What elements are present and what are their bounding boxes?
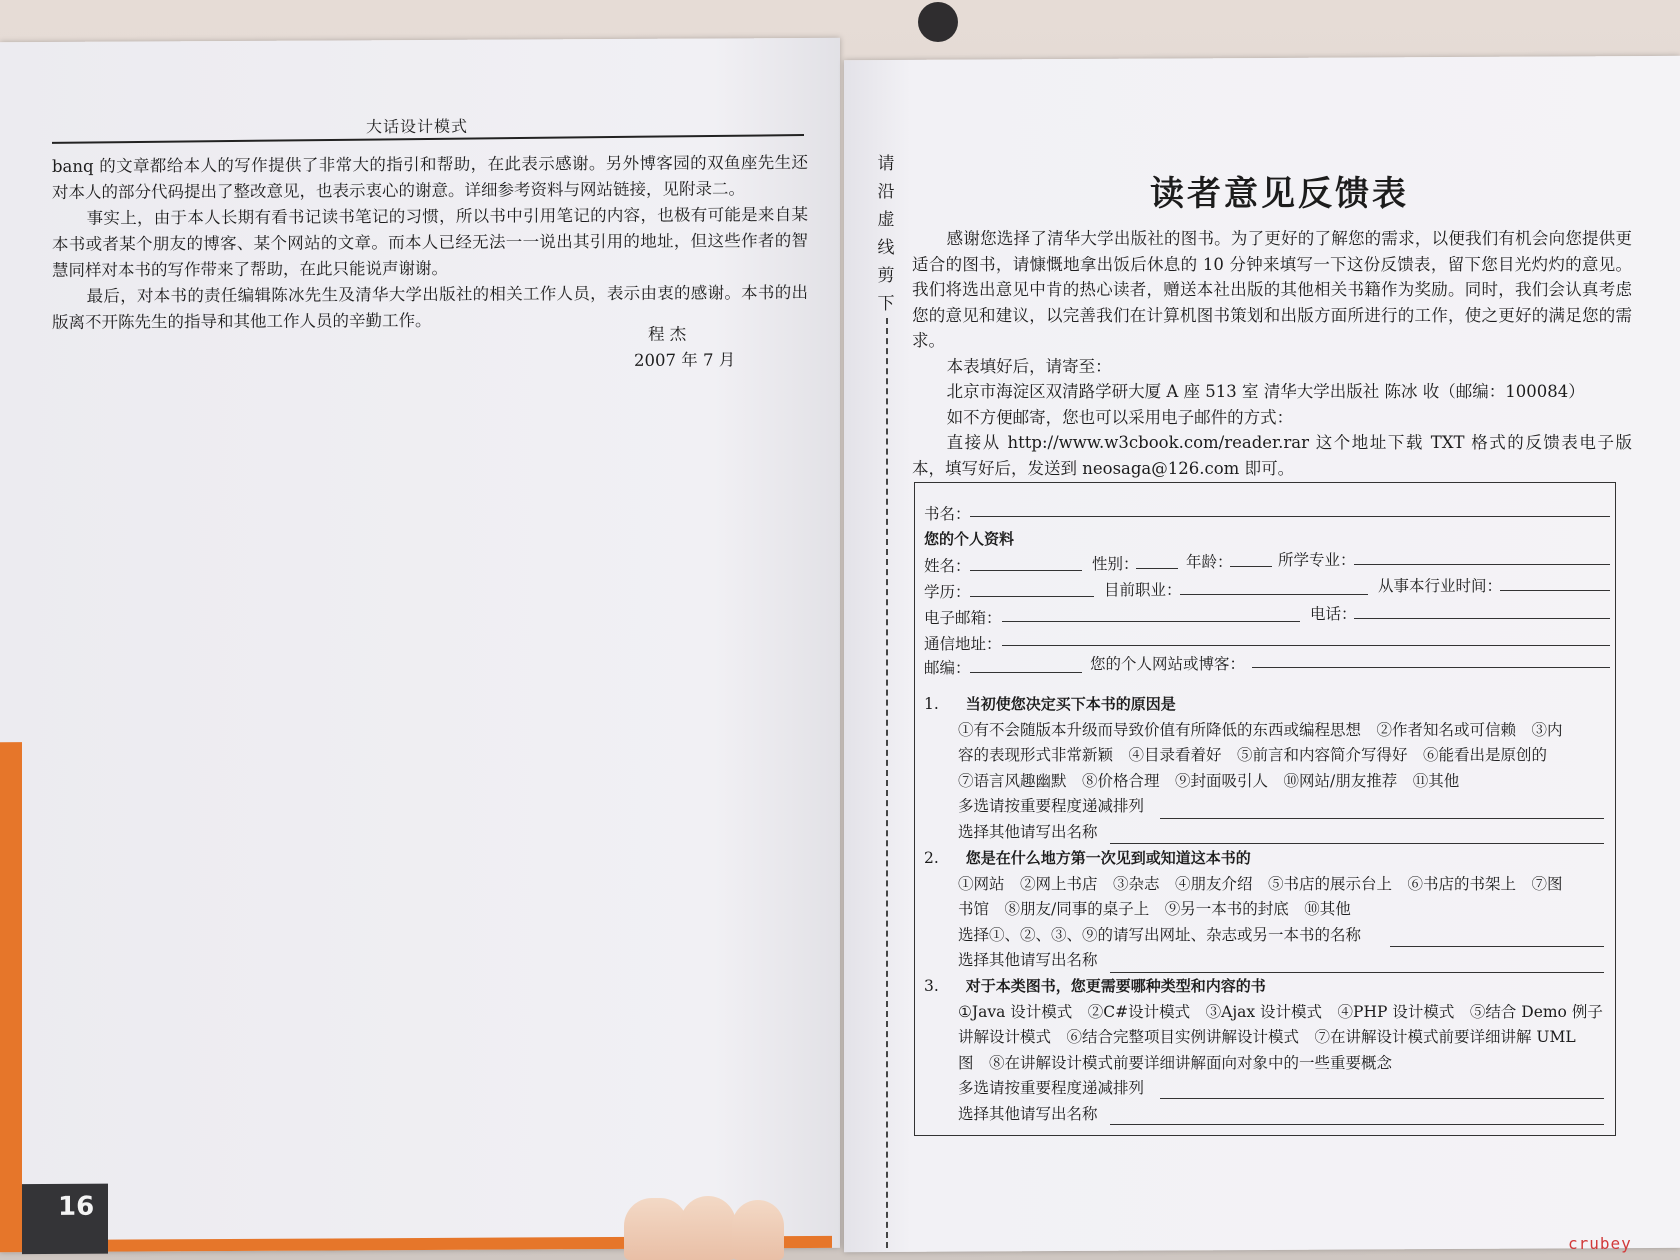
question-1 — [924, 692, 1614, 845]
cut-char: 下 — [877, 294, 895, 314]
options-line: ①Java 设计模式 ②C#设计模式 ③Ajax 设计模式 ④PHP 设计模式 ⑤结合 Demo 例子 — [958, 1002, 1603, 1021]
question-number: 2. — [924, 849, 939, 867]
form-title: 读者意见反馈表 — [1150, 174, 1409, 214]
other-label: 选择其他请写出名称 — [958, 951, 1098, 969]
watermark: crubey — [1568, 1234, 1632, 1253]
question-title: 当初使您决定买下本书的原因是 — [965, 695, 1176, 713]
website-field[interactable] — [1252, 667, 1610, 668]
question-number: 3. — [924, 977, 939, 995]
industry-time-label: 从事本行业时间： — [1378, 577, 1503, 595]
cut-char: 沿 — [877, 182, 895, 202]
paragraph: banq 的文章都给本人的写作提供了非常大的指引和帮助，在此表示感谢。另外博客园的双鱼座先生还对本人的部分代码提出了整改意见，也表示衷心的谢意。详细参考资料与网站链接，见附录二。 — [52, 152, 808, 202]
intro-paragraph: 感谢您选择了清华大学出版社的图书。为了更好的了解您的需求，以便我们有机会向您提供更适合的图书，请慷慨地拿出饭后休息的 10 分钟来填写一下这份反馈表，留下您目光灼灼的意见。我们将选出意见中肯的热心读者，赠送本社出版的其他相关书籍作为奖励。同时，我们会认真考虑您的意见和建议，以完善我们在计算机图书策划和出版方面所进行的工作，使之更好的满足您的需求。 — [912, 229, 1632, 350]
q2-other-field[interactable] — [1110, 972, 1604, 973]
other-label: 选择其他请写出名称 — [958, 822, 1098, 841]
address-label: 通信地址： — [924, 635, 1002, 653]
email-instruction: 如不方便邮寄，您也可以采用电子邮件的方式： — [946, 407, 1294, 427]
phone-label: 电话： — [1310, 605, 1357, 623]
name-label: 姓名： — [924, 557, 971, 575]
finger — [680, 1196, 736, 1260]
cut-dashed-line — [886, 318, 888, 1248]
finger — [732, 1200, 784, 1260]
question-2 — [924, 846, 1614, 974]
website-label: 您的个人网站或博客： — [1090, 655, 1246, 673]
education-label: 学历： — [924, 583, 971, 601]
zip-field[interactable] — [970, 672, 1082, 673]
paragraph: 事实上，由于本人长期有看书记读书笔记的习惯，所以书中引用笔记的内容，也极有可能是来自某本书或者某个朋友的博客、某个网站的文章。而本人已经无法一一说出其引用的地址，但这些作者的智慧同样对本书的写作带来了帮助，在此只能说声谢谢。 — [52, 204, 808, 280]
address-field[interactable] — [1002, 645, 1610, 646]
book-name-label: 书名： — [924, 505, 971, 523]
age-field[interactable] — [1230, 566, 1272, 567]
q3-multi-field[interactable] — [1160, 1098, 1604, 1099]
acknowledgement-text — [52, 150, 808, 336]
question-3 — [924, 974, 1614, 1127]
question-title: 对于本类图书，您更需要哪种类型和内容的书 — [965, 977, 1266, 995]
other-label: 选择其他请写出名称 — [958, 1104, 1098, 1123]
email-details: 直接从 http://www.w3cbook.com/reader.rar 这个地址下载 TXT 格式的反馈表电子版本，填写好后，发送到 neosaga@126.com 即可。 — [912, 433, 1632, 478]
cut-char: 虚 — [877, 210, 895, 230]
gender-field[interactable] — [1136, 568, 1178, 569]
q2-select-field[interactable] — [1390, 946, 1604, 947]
paragraph: 最后，对本书的责任编辑陈冰先生及清华大学出版社的相关工作人员，表示由衷的感谢。本书的出版离不开陈先生的指导和其他工作人员的辛勤工作。 — [52, 282, 808, 332]
multi-select-label: 多选请按重要程度递减排列 — [958, 1079, 1145, 1097]
phone-field[interactable] — [1354, 618, 1610, 619]
options-line: ①有不会随版本升级而导致价值有所降低的东西或编程思想 ②作者知名或可信赖 ③内 — [958, 720, 1563, 739]
gender-label: 性别： — [1092, 555, 1139, 573]
signature-date: 2007 年 7 月 — [634, 350, 736, 370]
question-number: 1. — [924, 695, 939, 713]
cover-edge-strip — [0, 742, 22, 1252]
options-line: 图 ⑧在讲解设计模式前要详细讲解面向对象中的一些重要概念 — [958, 1053, 1393, 1072]
form-intro — [912, 226, 1632, 481]
mail-address: 北京市海淀区双清路学研大厦 A 座 513 室 清华大学出版社 陈冰 收（邮编：100084） — [946, 382, 1585, 401]
cut-char: 线 — [877, 238, 895, 258]
cut-char: 剪 — [877, 266, 895, 286]
author-signature: 程 杰 — [648, 324, 687, 344]
select-url-label: 选择①、②、③、⑨的请写出网址、杂志或另一本书的名称 — [958, 925, 1362, 944]
age-label: 年龄： — [1186, 553, 1233, 571]
running-header: 大话设计模式 — [366, 116, 469, 137]
q1-other-field[interactable] — [1110, 843, 1604, 844]
options-line: ⑦语言风趣幽默 ⑧价格合理 ⑨封面吸引人 ⑩网站/朋友推荐 ⑪其他 — [958, 771, 1460, 790]
options-line: 讲解设计模式 ⑥结合完整项目实例讲解设计模式 ⑦在讲解设计模式前要详细讲解 UML — [958, 1028, 1576, 1046]
cut-char: 请 — [877, 154, 895, 174]
book-name-field[interactable] — [970, 516, 1610, 517]
personal-info-heading: 您的个人资料 — [924, 530, 1015, 548]
cut-instruction — [876, 150, 896, 318]
mail-instruction: 本表填好后，请寄至： — [946, 356, 1112, 376]
multi-select-label: 多选请按重要程度递减排列 — [958, 797, 1145, 815]
question-title: 您是在什么地方第一次见到或知道这本书的 — [965, 849, 1251, 867]
q3-other-field[interactable] — [1110, 1124, 1604, 1125]
page-number: 16 — [58, 1191, 95, 1222]
education-field[interactable] — [970, 596, 1094, 597]
name-field[interactable] — [970, 570, 1082, 571]
major-label: 所学专业： — [1278, 551, 1356, 569]
email-field[interactable] — [1002, 621, 1300, 622]
finger — [624, 1198, 688, 1260]
major-field[interactable] — [1354, 564, 1610, 565]
left-page — [0, 38, 840, 1252]
email-label: 电子邮箱： — [924, 609, 1002, 627]
job-field[interactable] — [1180, 594, 1368, 595]
options-line: ①网站 ②网上书店 ③杂志 ④朋友介绍 ⑤书店的展示台上 ⑥书店的书架上 ⑦图 — [958, 874, 1563, 893]
options-line: 容的表现形式非常新颖 ④目录看着好 ⑤前言和内容简介写得好 ⑥能看出是原创的 — [958, 746, 1548, 764]
cloth-pattern-dot — [918, 2, 958, 42]
options-line: 书馆 ⑧朋友/同事的桌子上 ⑨另一本书的封底 ⑩其他 — [958, 900, 1351, 918]
industry-time-field[interactable] — [1500, 590, 1610, 591]
job-label: 目前职业： — [1104, 581, 1182, 599]
zip-label: 邮编： — [924, 659, 971, 677]
q1-multi-field[interactable] — [1160, 818, 1604, 819]
